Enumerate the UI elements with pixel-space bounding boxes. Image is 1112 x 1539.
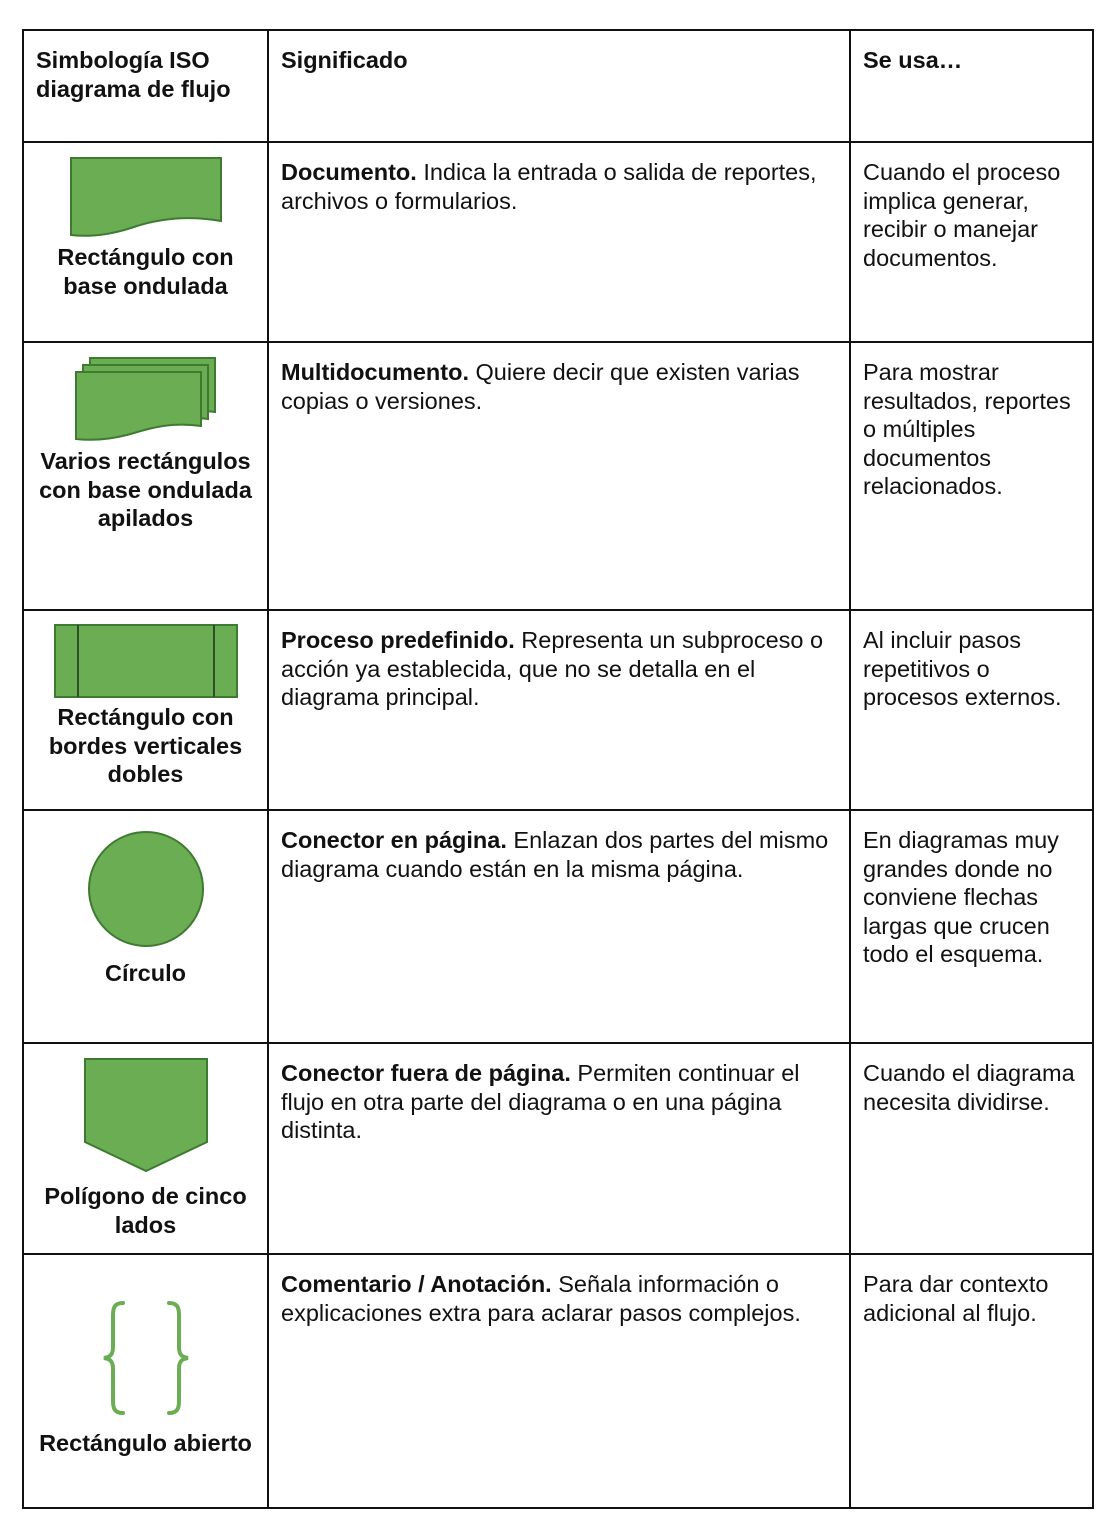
- description: Quiere decir que existen varias copias o versiones.: [281, 359, 800, 414]
- multidocument-shape-icon: [74, 355, 218, 443]
- annotation-braces-icon: [101, 1299, 191, 1417]
- meaning-cell: [268, 610, 850, 810]
- description: Representa un subproceso o acción ya establecida, que no se detalla en el diagrama principal.: [281, 627, 824, 710]
- usage-cell: Para mostrar resultados, reportes o múltiples documentos relacionados.: [850, 342, 1093, 610]
- usage-cell: En diagramas muy grandes donde no conviene flechas largas que crucen todo el esquema.: [850, 810, 1093, 1043]
- usage-cell: Cuando el diagrama necesita dividirse.: [850, 1043, 1093, 1254]
- meaning-cell: [268, 810, 850, 1043]
- header-usage: Se usa…: [850, 30, 1093, 142]
- symbol-label: Rectángulo abierto: [39, 1430, 252, 1456]
- term: Multidocumento.: [281, 359, 469, 385]
- symbol-label: Polígono de cinco lados: [44, 1183, 247, 1238]
- symbol-cell: [23, 1254, 268, 1508]
- document-shape-icon: [68, 155, 224, 239]
- header-symbol: Simbología ISO diagrama de flujo: [23, 30, 268, 142]
- meaning-cell: [268, 1254, 850, 1508]
- symbol-label: Rectángulo con bordes verticales dobles: [48, 704, 243, 787]
- symbol-label: Varios rectángulos con base ondulada apilados: [39, 448, 252, 531]
- table-row: [23, 610, 1093, 810]
- circle-connector-icon: [86, 829, 206, 949]
- term: Conector en página.: [281, 827, 507, 853]
- term: Documento.: [281, 159, 417, 185]
- table-row: [23, 142, 1093, 342]
- offpage-connector-icon: [82, 1056, 210, 1174]
- term: Proceso predefinido.: [281, 627, 515, 653]
- term: Conector fuera de página.: [281, 1060, 571, 1086]
- symbol-cell: [23, 342, 268, 610]
- header-row: [23, 30, 1093, 142]
- symbol-cell: [23, 610, 268, 810]
- iso-flowchart-symbols-table: [22, 29, 1094, 1509]
- meaning-cell: [268, 342, 850, 610]
- predefined-process-shape-icon: [53, 623, 239, 699]
- meaning-cell: [268, 142, 850, 342]
- description: Indica la entrada o salida de reportes, archivos o formularios.: [281, 159, 817, 214]
- table-row: [23, 810, 1093, 1043]
- symbol-label: Círculo: [105, 960, 186, 986]
- header-meaning: Significado: [268, 30, 850, 142]
- symbol-label: Rectángulo con base ondulada: [57, 244, 234, 299]
- usage-cell: Al incluir pasos repetitivos o procesos externos.: [850, 610, 1093, 810]
- table-row: [23, 1254, 1093, 1508]
- term: Comentario / Anotación.: [281, 1271, 552, 1297]
- description: Permiten continuar el flujo en otra parte del diagrama o en una página distinta.: [281, 1060, 800, 1143]
- table-row: [23, 1043, 1093, 1254]
- description: Señala información o explicaciones extra para aclarar pasos complejos.: [281, 1271, 801, 1326]
- usage-cell: Para dar contexto adicional al flujo.: [850, 1254, 1093, 1508]
- meaning-cell: [268, 1043, 850, 1254]
- symbol-cell: [23, 1043, 268, 1254]
- table-row: [23, 342, 1093, 610]
- symbol-cell: [23, 142, 268, 342]
- description: Enlazan dos partes del mismo diagrama cuando están en la misma página.: [281, 827, 829, 882]
- symbol-cell: [23, 810, 268, 1043]
- usage-cell: Cuando el proceso implica generar, recibir o manejar documentos.: [850, 142, 1093, 342]
